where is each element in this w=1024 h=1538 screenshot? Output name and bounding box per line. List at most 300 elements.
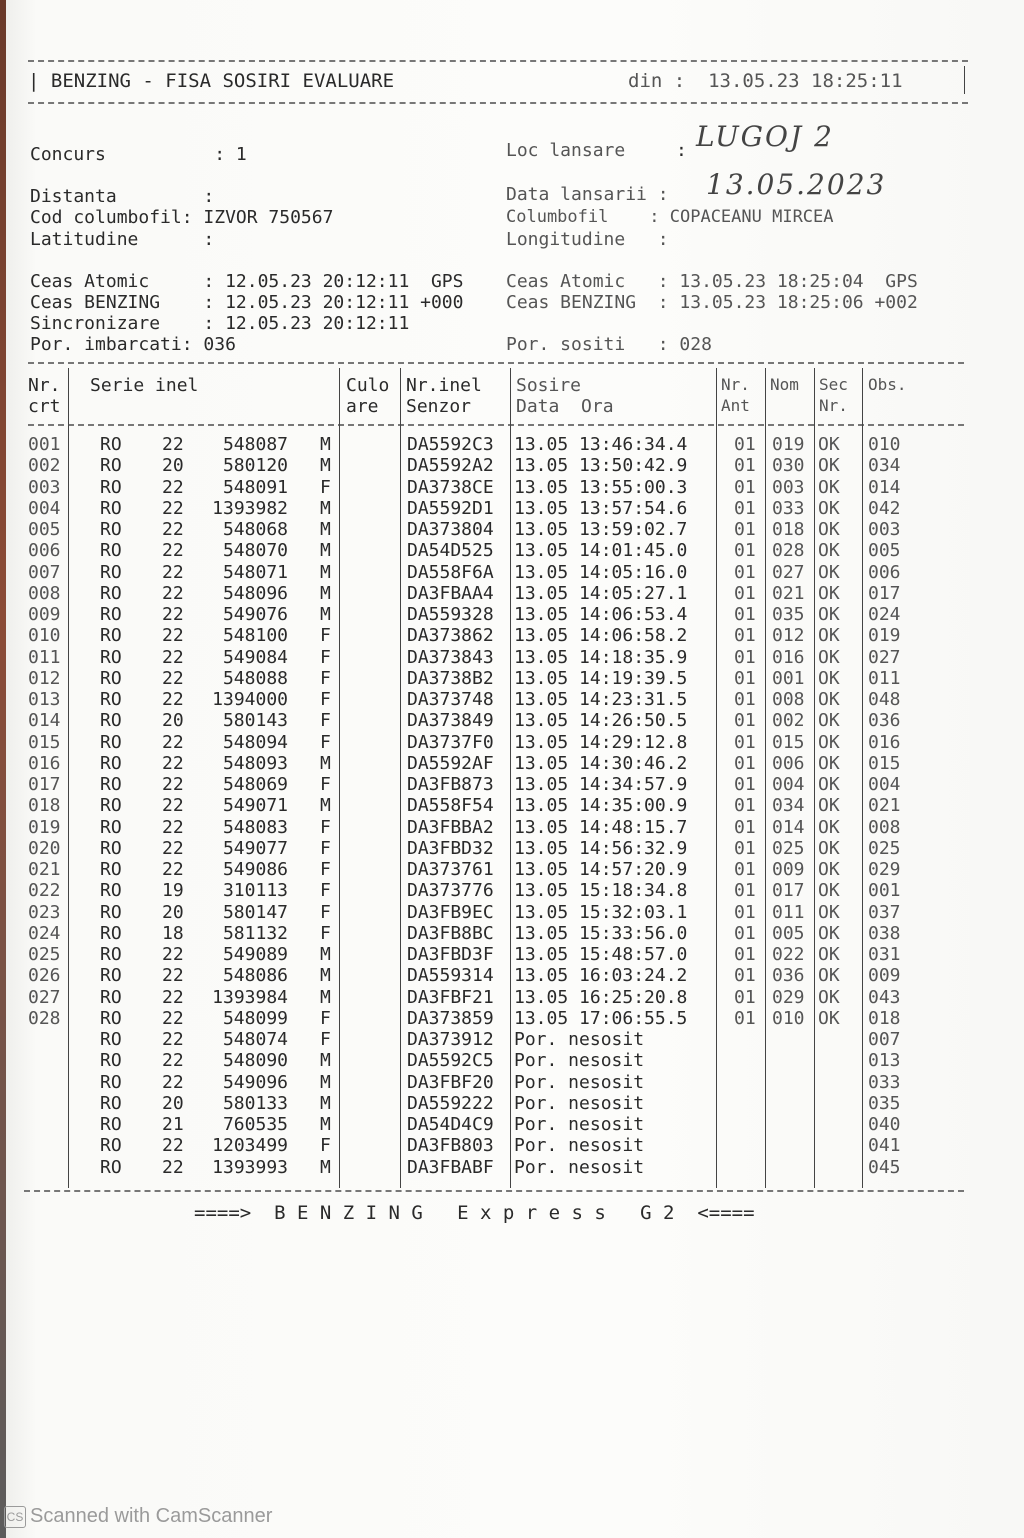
sincronizare-line: Sincronizare : 12.05.23 20:12:11 bbox=[30, 313, 410, 334]
cell-obs: 042 bbox=[868, 497, 901, 519]
cell-sec: OK bbox=[818, 859, 840, 880]
cell-sex: M bbox=[320, 519, 331, 540]
cell-an: 22 bbox=[162, 1007, 184, 1029]
cell-senzor: DA54D4C9 bbox=[407, 1114, 494, 1135]
cell-inel: 549086 bbox=[222, 859, 288, 880]
cell-sec: OK bbox=[818, 519, 840, 540]
cell-obs: 031 bbox=[868, 944, 901, 965]
cell-ant: 01 bbox=[734, 540, 756, 562]
cell-an: 22 bbox=[162, 774, 184, 795]
sep-sex bbox=[339, 368, 340, 1188]
cell-obs: 036 bbox=[868, 710, 901, 732]
cell-crt: 008 bbox=[28, 582, 61, 604]
cell-senzor: DA5592C3 bbox=[407, 434, 494, 455]
cell-sex: F bbox=[320, 710, 331, 732]
cell-nom: 036 bbox=[772, 965, 805, 987]
cell-ant: 01 bbox=[734, 689, 756, 710]
cell-sex: F bbox=[320, 1007, 331, 1029]
cell-ant: 01 bbox=[734, 625, 756, 647]
cell-ant: 01 bbox=[734, 434, 756, 455]
cell-sex: F bbox=[320, 816, 331, 838]
data-lansarii-label: Data lansarii : bbox=[506, 184, 669, 205]
cell-tara: RO bbox=[100, 795, 122, 817]
cell-sex: M bbox=[320, 434, 331, 455]
cell-ant: 01 bbox=[734, 710, 756, 732]
cell-sosire: 13.05 13:46:34.4 bbox=[514, 434, 688, 455]
cell-obs: 027 bbox=[868, 646, 901, 668]
cell-tara: RO bbox=[100, 689, 122, 710]
cell-nom: 034 bbox=[772, 795, 805, 817]
cell-sec: OK bbox=[818, 476, 840, 498]
benzing-footer: ====> B E N Z I N G E x p r e s s G 2 <==== bbox=[194, 1202, 755, 1224]
cell-nom: 010 bbox=[772, 1007, 805, 1029]
cell-senzor: DA3FBABF bbox=[407, 1156, 494, 1178]
cell-ant: 01 bbox=[734, 752, 756, 774]
sep-crt bbox=[68, 368, 69, 1188]
cell-sex: F bbox=[320, 774, 331, 795]
cell-tara: RO bbox=[100, 774, 122, 795]
cell-sec: OK bbox=[818, 880, 840, 902]
cell-an: 22 bbox=[162, 1135, 184, 1157]
col-sec-bottom: Nr. bbox=[819, 396, 848, 415]
cell-senzor: DA3FBF20 bbox=[407, 1071, 494, 1093]
cell-senzor: DA373804 bbox=[407, 519, 494, 540]
cell-inel: 310113 bbox=[222, 880, 288, 902]
cell-sex: F bbox=[320, 476, 331, 498]
cell-senzor: DA559328 bbox=[407, 604, 494, 625]
cell-sosire: 13.05 16:03:24.2 bbox=[514, 965, 688, 987]
cell-ant: 01 bbox=[734, 476, 756, 498]
cell-obs: 018 bbox=[868, 1007, 901, 1029]
cell-crt: 002 bbox=[28, 455, 61, 477]
cell-inel: 548074 bbox=[222, 1029, 288, 1050]
cell-obs: 040 bbox=[868, 1114, 901, 1135]
cell-tara: RO bbox=[100, 710, 122, 732]
cell-obs: 005 bbox=[868, 540, 901, 562]
cell-an: 22 bbox=[162, 837, 184, 859]
col-sec-top: Sec bbox=[819, 375, 848, 394]
table-row bbox=[0, 817, 1024, 838]
cell-inel: 580143 bbox=[222, 710, 288, 732]
cell-an: 20 bbox=[162, 1092, 184, 1114]
cell-crt: 005 bbox=[28, 519, 61, 540]
cell-tara: RO bbox=[100, 944, 122, 965]
col-are: are bbox=[346, 396, 379, 417]
loc-lansare-label: Loc lansare bbox=[506, 140, 626, 161]
cell-sex: M bbox=[320, 752, 331, 774]
cell-senzor: DA3FBD32 bbox=[407, 837, 494, 859]
cell-obs: 033 bbox=[868, 1071, 901, 1093]
cell-nom: 002 bbox=[772, 710, 805, 732]
cell-senzor: DA5592C5 bbox=[407, 1050, 494, 1072]
cell-sosire: 13.05 13:57:54.6 bbox=[514, 497, 688, 519]
cell-inel: 581132 bbox=[222, 922, 288, 944]
cell-inel: 549096 bbox=[222, 1071, 288, 1093]
cell-sosire: 13.05 14:57:20.9 bbox=[514, 859, 688, 880]
cell-inel: 548083 bbox=[222, 816, 288, 838]
cell-an: 22 bbox=[162, 1156, 184, 1178]
cell-crt: 011 bbox=[28, 646, 61, 668]
table-row bbox=[0, 859, 1024, 880]
cell-sex: F bbox=[320, 625, 331, 647]
table-row bbox=[0, 668, 1024, 689]
cell-obs: 001 bbox=[868, 880, 901, 902]
cell-inel: 548088 bbox=[222, 667, 288, 689]
cell-an: 22 bbox=[162, 1029, 184, 1050]
cell-crt: 028 bbox=[28, 1007, 61, 1029]
cell-inel: 548099 bbox=[222, 1007, 288, 1029]
cell-nom: 008 bbox=[772, 689, 805, 710]
cell-tara: RO bbox=[100, 1092, 122, 1114]
ceas-benzing-end: Ceas BENZING : 13.05.23 18:25:06 +002 bbox=[506, 292, 918, 313]
cell-tara: RO bbox=[100, 752, 122, 774]
cell-senzor: DA5592AF bbox=[407, 752, 494, 774]
cell-obs: 013 bbox=[868, 1050, 901, 1072]
cell-sex: M bbox=[320, 1114, 331, 1135]
cell-sosire: 13.05 14:06:53.4 bbox=[514, 604, 688, 625]
cell-tara: RO bbox=[100, 1029, 122, 1050]
cell-inel: 548091 bbox=[222, 476, 288, 498]
cell-ant: 01 bbox=[734, 561, 756, 583]
cell-crt: 024 bbox=[28, 922, 61, 944]
cell-nom: 015 bbox=[772, 731, 805, 753]
cell-an: 22 bbox=[162, 752, 184, 774]
cell-nom: 009 bbox=[772, 859, 805, 880]
cell-crt: 012 bbox=[28, 667, 61, 689]
table-row bbox=[0, 1008, 1024, 1029]
cell-sex: M bbox=[320, 965, 331, 987]
cell-inel: 549077 bbox=[222, 837, 288, 859]
cell-tara: RO bbox=[100, 1007, 122, 1029]
cell-ant: 01 bbox=[734, 944, 756, 965]
table-row bbox=[0, 625, 1024, 646]
cell-obs: 008 bbox=[868, 816, 901, 838]
sep-nom bbox=[814, 368, 815, 1188]
cell-an: 22 bbox=[162, 476, 184, 498]
cell-inel: 760535 bbox=[222, 1114, 288, 1135]
cell-senzor: DA558F6A bbox=[407, 561, 494, 583]
cell-sosire: 13.05 15:18:34.8 bbox=[514, 880, 688, 902]
cell-ant: 01 bbox=[734, 646, 756, 668]
cell-inel: 1393982 bbox=[212, 497, 288, 519]
cell-inel: 548069 bbox=[222, 774, 288, 795]
cell-crt: 016 bbox=[28, 752, 61, 774]
cell-inel: 548100 bbox=[222, 625, 288, 647]
cell-senzor: DA5592D1 bbox=[407, 497, 494, 519]
cell-an: 22 bbox=[162, 795, 184, 817]
cell-an: 22 bbox=[162, 540, 184, 562]
cell-crt: 004 bbox=[28, 497, 61, 519]
cell-nom: 004 bbox=[772, 774, 805, 795]
cell-senzor: DA373843 bbox=[407, 646, 494, 668]
cell-sec: OK bbox=[818, 922, 840, 944]
cell-an: 22 bbox=[162, 731, 184, 753]
cell-senzor: DA373849 bbox=[407, 710, 494, 732]
report-date: din : 13.05.23 18:25:11 bbox=[628, 70, 903, 92]
header-right-border bbox=[964, 66, 965, 94]
cell-ant: 01 bbox=[734, 455, 756, 477]
cell-nom: 001 bbox=[772, 667, 805, 689]
cell-obs: 035 bbox=[868, 1092, 901, 1114]
cell-tara: RO bbox=[100, 497, 122, 519]
cell-senzor: DA373761 bbox=[407, 859, 494, 880]
table-row bbox=[0, 455, 1024, 476]
ceas-atomic-start: Ceas Atomic : 12.05.23 20:12:11 GPS bbox=[30, 271, 464, 292]
cell-crt: 026 bbox=[28, 965, 61, 987]
cell-sec: OK bbox=[818, 455, 840, 477]
cell-tara: RO bbox=[100, 986, 122, 1008]
cell-tara: RO bbox=[100, 859, 122, 880]
ceas-benzing-start: Ceas BENZING : 12.05.23 20:12:11 +000 bbox=[30, 292, 464, 313]
cell-sec: OK bbox=[818, 965, 840, 987]
col-crt: crt bbox=[28, 396, 61, 417]
cell-inel: 548094 bbox=[222, 731, 288, 753]
cell-ant: 01 bbox=[734, 837, 756, 859]
cell-sec: OK bbox=[818, 774, 840, 795]
cell-senzor: DA3FBAA4 bbox=[407, 582, 494, 604]
table-row bbox=[0, 710, 1024, 731]
cell-nom: 027 bbox=[772, 561, 805, 583]
sep-senzor bbox=[510, 368, 511, 1188]
table-top-rule bbox=[28, 362, 964, 364]
cell-crt: 023 bbox=[28, 901, 61, 923]
cell-crt: 027 bbox=[28, 986, 61, 1008]
cell-sosire: 13.05 17:06:55.5 bbox=[514, 1007, 688, 1029]
cell-sosire: 13.05 14:23:31.5 bbox=[514, 689, 688, 710]
cell-senzor: DA3FBD3F bbox=[407, 944, 494, 965]
cell-obs: 015 bbox=[868, 752, 901, 774]
cell-obs: 041 bbox=[868, 1135, 901, 1157]
cell-crt: 019 bbox=[28, 816, 61, 838]
cell-an: 22 bbox=[162, 816, 184, 838]
cell-tara: RO bbox=[100, 816, 122, 838]
cell-nom: 006 bbox=[772, 752, 805, 774]
cell-inel: 549076 bbox=[222, 604, 288, 625]
col-data-ora: Data Ora bbox=[516, 396, 614, 417]
cell-inel: 548093 bbox=[222, 752, 288, 774]
table-row bbox=[0, 434, 1024, 455]
table-row bbox=[0, 923, 1024, 944]
table-row bbox=[0, 880, 1024, 901]
cell-sosire: Por. nesosit bbox=[514, 1135, 645, 1157]
col-senzor: Senzor bbox=[406, 396, 472, 417]
sep-sosire bbox=[716, 368, 717, 1188]
cell-ant: 01 bbox=[734, 922, 756, 944]
table-row bbox=[0, 498, 1024, 519]
cell-sex: F bbox=[320, 880, 331, 902]
cell-obs: 048 bbox=[868, 689, 901, 710]
cell-sosire: 13.05 14:30:46.2 bbox=[514, 752, 688, 774]
cell-sec: OK bbox=[818, 816, 840, 838]
cell-inel: 548068 bbox=[222, 519, 288, 540]
cell-an: 22 bbox=[162, 667, 184, 689]
header-top-rule bbox=[28, 60, 968, 62]
table-row bbox=[0, 965, 1024, 986]
cell-tara: RO bbox=[100, 837, 122, 859]
header-bottom-rule bbox=[28, 102, 968, 104]
cell-inel: 1393993 bbox=[212, 1156, 288, 1178]
cell-ant: 01 bbox=[734, 519, 756, 540]
cell-tara: RO bbox=[100, 604, 122, 625]
cell-tara: RO bbox=[100, 922, 122, 944]
cell-tara: RO bbox=[100, 901, 122, 923]
cell-an: 18 bbox=[162, 922, 184, 944]
cell-senzor: DA373912 bbox=[407, 1029, 494, 1050]
cell-senzor: DA3737F0 bbox=[407, 731, 494, 753]
cell-an: 22 bbox=[162, 1071, 184, 1093]
cell-senzor: DA3FB8BC bbox=[407, 922, 494, 944]
loc-lansare-colon: : bbox=[676, 140, 687, 161]
table-row bbox=[0, 519, 1024, 540]
cell-sec: OK bbox=[818, 497, 840, 519]
cell-sex: F bbox=[320, 837, 331, 859]
table-row bbox=[0, 1072, 1024, 1093]
cell-tara: RO bbox=[100, 646, 122, 668]
cell-crt: 015 bbox=[28, 731, 61, 753]
cell-an: 22 bbox=[162, 604, 184, 625]
cell-sosire: Por. nesosit bbox=[514, 1071, 645, 1093]
cell-sex: F bbox=[320, 646, 331, 668]
cell-sec: OK bbox=[818, 561, 840, 583]
cell-obs: 038 bbox=[868, 922, 901, 944]
cell-senzor: DA3FBF21 bbox=[407, 986, 494, 1008]
cell-nom: 028 bbox=[772, 540, 805, 562]
cell-senzor: DA3738B2 bbox=[407, 667, 494, 689]
cell-obs: 024 bbox=[868, 604, 901, 625]
cell-tara: RO bbox=[100, 625, 122, 647]
table-row bbox=[0, 1093, 1024, 1114]
cell-sosire: 13.05 15:32:03.1 bbox=[514, 901, 688, 923]
cell-crt: 003 bbox=[28, 476, 61, 498]
cell-sosire: 13.05 13:59:02.7 bbox=[514, 519, 688, 540]
cell-sosire: 13.05 13:55:00.3 bbox=[514, 476, 688, 498]
cell-ant: 01 bbox=[734, 1007, 756, 1029]
table-row bbox=[0, 1157, 1024, 1178]
table-row bbox=[0, 477, 1024, 498]
cell-senzor: DA3FB9EC bbox=[407, 901, 494, 923]
cell-senzor: DA3FBBA2 bbox=[407, 816, 494, 838]
col-nr-inel: Nr.inel bbox=[406, 375, 482, 396]
columbofil-line: Columbofil : COPACEANU MIRCEA bbox=[506, 207, 834, 227]
cell-nom: 017 bbox=[772, 880, 805, 902]
cell-sec: OK bbox=[818, 434, 840, 455]
cell-senzor: DA373748 bbox=[407, 689, 494, 710]
cell-inel: 548086 bbox=[222, 965, 288, 987]
table-row bbox=[0, 1050, 1024, 1071]
cell-an: 22 bbox=[162, 561, 184, 583]
cell-inel: 1203499 bbox=[212, 1135, 288, 1157]
cell-inel: 580120 bbox=[222, 455, 288, 477]
table-row bbox=[0, 795, 1024, 816]
cell-tara: RO bbox=[100, 667, 122, 689]
cell-inel: 549071 bbox=[222, 795, 288, 817]
cell-sex: F bbox=[320, 922, 331, 944]
cell-sec: OK bbox=[818, 667, 840, 689]
cell-tara: RO bbox=[100, 476, 122, 498]
cell-sosire: 13.05 16:25:20.8 bbox=[514, 986, 688, 1008]
cell-sex: M bbox=[320, 795, 331, 817]
cell-sex: M bbox=[320, 986, 331, 1008]
cell-obs: 010 bbox=[868, 434, 901, 455]
cell-nom: 003 bbox=[772, 476, 805, 498]
cell-sosire: Por. nesosit bbox=[514, 1092, 645, 1114]
cell-crt: 001 bbox=[28, 434, 61, 455]
col-obs: Obs. bbox=[868, 375, 907, 394]
table-row bbox=[0, 1029, 1024, 1050]
cell-sex: M bbox=[320, 1071, 331, 1093]
cell-sex: M bbox=[320, 944, 331, 965]
cell-obs: 007 bbox=[868, 1029, 901, 1050]
cell-obs: 016 bbox=[868, 731, 901, 753]
cell-an: 22 bbox=[162, 1050, 184, 1072]
table-row bbox=[0, 647, 1024, 668]
cell-an: 22 bbox=[162, 965, 184, 987]
cell-nom: 035 bbox=[772, 604, 805, 625]
cell-tara: RO bbox=[100, 880, 122, 902]
cell-crt: 013 bbox=[28, 689, 61, 710]
cell-sosire: 13.05 14:05:16.0 bbox=[514, 561, 688, 583]
cell-tara: RO bbox=[100, 1135, 122, 1157]
cell-nom: 019 bbox=[772, 434, 805, 455]
cell-crt: 022 bbox=[28, 880, 61, 902]
cell-senzor: DA559314 bbox=[407, 965, 494, 987]
cell-nom: 011 bbox=[772, 901, 805, 923]
cell-nom: 012 bbox=[772, 625, 805, 647]
table-row bbox=[0, 1135, 1024, 1156]
cell-inel: 548090 bbox=[222, 1050, 288, 1072]
cell-sex: M bbox=[320, 497, 331, 519]
cell-tara: RO bbox=[100, 519, 122, 540]
cell-tara: RO bbox=[100, 1071, 122, 1093]
cell-sosire: 13.05 14:26:50.5 bbox=[514, 710, 688, 732]
cell-inel: 1394000 bbox=[212, 689, 288, 710]
distanta-line: Distanta : bbox=[30, 186, 215, 207]
cell-an: 20 bbox=[162, 455, 184, 477]
cell-sec: OK bbox=[818, 1007, 840, 1029]
cell-sec: OK bbox=[818, 625, 840, 647]
cell-tara: RO bbox=[100, 540, 122, 562]
cell-sosire: 13.05 14:06:58.2 bbox=[514, 625, 688, 647]
cell-crt: 007 bbox=[28, 561, 61, 583]
cell-inel: 549084 bbox=[222, 646, 288, 668]
table-row bbox=[0, 753, 1024, 774]
sep-culoare bbox=[400, 368, 401, 1188]
cell-obs: 009 bbox=[868, 965, 901, 987]
cell-an: 22 bbox=[162, 944, 184, 965]
table-row bbox=[0, 1114, 1024, 1135]
cell-obs: 014 bbox=[868, 476, 901, 498]
report-title: | BENZING - FISA SOSIRI EVALUARE bbox=[28, 70, 395, 92]
cell-sec: OK bbox=[818, 795, 840, 817]
cell-nom: 029 bbox=[772, 986, 805, 1008]
cell-obs: 011 bbox=[868, 667, 901, 689]
cell-sec: OK bbox=[818, 837, 840, 859]
cell-crt: 021 bbox=[28, 859, 61, 880]
cell-inel: 548070 bbox=[222, 540, 288, 562]
cell-nom: 018 bbox=[772, 519, 805, 540]
cell-sec: OK bbox=[818, 944, 840, 965]
cell-obs: 017 bbox=[868, 582, 901, 604]
cell-senzor: DA3738CE bbox=[407, 476, 494, 498]
cell-sex: F bbox=[320, 901, 331, 923]
col-serie-inel: Serie inel bbox=[90, 375, 199, 396]
cell-sec: OK bbox=[818, 689, 840, 710]
cell-sosire: 13.05 14:34:57.9 bbox=[514, 774, 688, 795]
cell-obs: 045 bbox=[868, 1156, 901, 1178]
cell-tara: RO bbox=[100, 434, 122, 455]
concurs-line: Concurs : 1 bbox=[30, 144, 247, 165]
cell-sec: OK bbox=[818, 710, 840, 732]
